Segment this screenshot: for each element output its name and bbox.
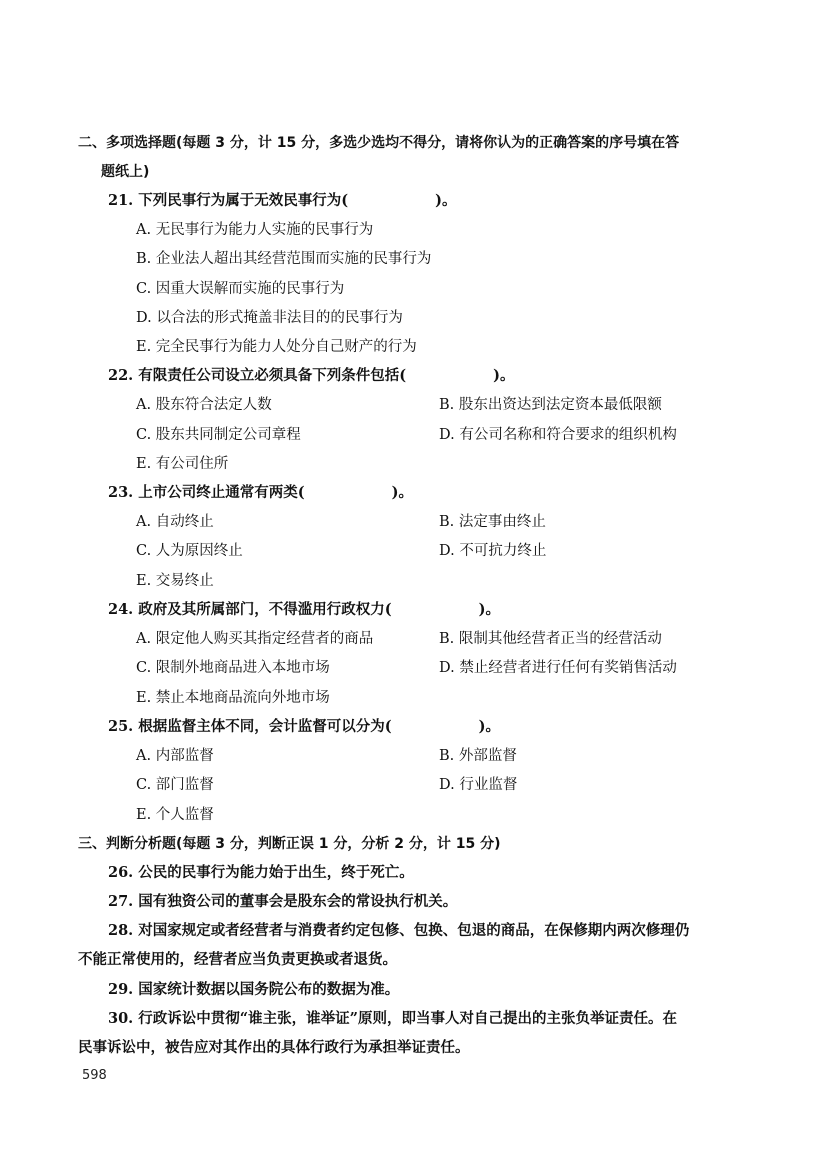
item-26: 26. 公民的民事行为能力始于出生，终于死亡。 [108,864,414,881]
q24-option-d: D. 禁止经营者进行任何有奖销售活动 [439,660,677,676]
q22-option-d: D. 有公司名称和符合要求的组织机构 [439,427,677,443]
item-27: 27. 国有独资公司的董事会是股东会的常设执行机关。 [108,893,458,910]
q23-option-a: A. 自动终止 [136,514,214,530]
q21-option-e: E. 完全民事行为能力人处分自己财产的行为 [136,339,417,355]
q22-option-a: A. 股东符合法定人数 [136,397,272,413]
q25-option-d: D. 行业监督 [439,777,518,793]
q24-option-e: E. 禁止本地商品流向外地市场 [136,690,330,706]
question-24: 24. 政府及其所属部门，不得滥用行政权力( )。 [108,601,500,618]
question-25: 25. 根据监督主体不同，会计监督可以分为( )。 [108,718,500,735]
q25-option-b: B. 外部监督 [439,748,517,764]
q25-option-a: A. 内部监督 [136,748,214,764]
q21-option-d: D. 以合法的形式掩盖非法目的的民事行为 [136,310,403,326]
question-22: 22. 有限责任公司设立必须具备下列条件包括( )。 [108,367,515,384]
item-28-line1: 28. 对国家规定或者经营者与消费者约定包修、包换、包退的商品，在保修期内两次修理仍 [108,922,690,939]
q21-option-c: C. 因重大误解而实施的民事行为 [136,281,345,297]
item-30-line1: 30. 行政诉讼中贯彻“谁主张，谁举证”原则，即当事人对自己提出的主张负举证责任。在 [108,1010,677,1027]
item-30-line2: 民事诉讼中，被告应对其作出的具体行政行为承担举证责任。 [78,1039,470,1056]
question-23: 23. 上市公司终止通常有两类( )。 [108,484,413,501]
section-2-title-line1: 二、多项选择题(每题 3 分，计 15 分，多选少选均不得分，请将你认为的正确答案的序号填在答 [78,135,680,151]
q25-option-c: C. 部门监督 [136,777,214,793]
item-29: 29. 国家统计数据以国务院公布的数据为准。 [108,981,400,998]
item-28-line2: 不能正常使用的，经营者应当负责更换或者退货。 [78,951,397,968]
q21-option-b: B. 企业法人超出其经营范围而实施的民事行为 [136,251,432,267]
section-3-title: 三、判断分析题(每题 3 分，判断正误 1 分，分析 2 分，计 15 分) [78,836,501,852]
q22-option-c: C. 股东共同制定公司章程 [136,427,301,443]
q24-option-b: B. 限制其他经营者正当的经营活动 [439,631,662,647]
question-21: 21. 下列民事行为属于无效民事行为( )。 [108,192,457,209]
q24-option-c: C. 限制外地商品进入本地市场 [136,660,330,676]
q22-option-e: E. 有公司住所 [136,456,229,472]
q23-option-b: B. 法定事由终止 [439,514,546,530]
q22-option-b: B. 股东出资达到法定资本最低限额 [439,397,662,413]
q23-option-d: D. 不可抗力终止 [439,543,547,559]
q23-option-c: C. 人为原因终止 [136,543,243,559]
q24-option-a: A. 限定他人购买其指定经营者的商品 [136,631,374,647]
q21-option-a: A. 无民事行为能力人实施的民事行为 [136,222,374,238]
section-2-title-line2: 题纸上) [101,164,150,180]
q25-option-e: E. 个人监督 [136,807,214,823]
page-number: 598 [82,1068,107,1083]
q23-option-e: E. 交易终止 [136,573,214,589]
